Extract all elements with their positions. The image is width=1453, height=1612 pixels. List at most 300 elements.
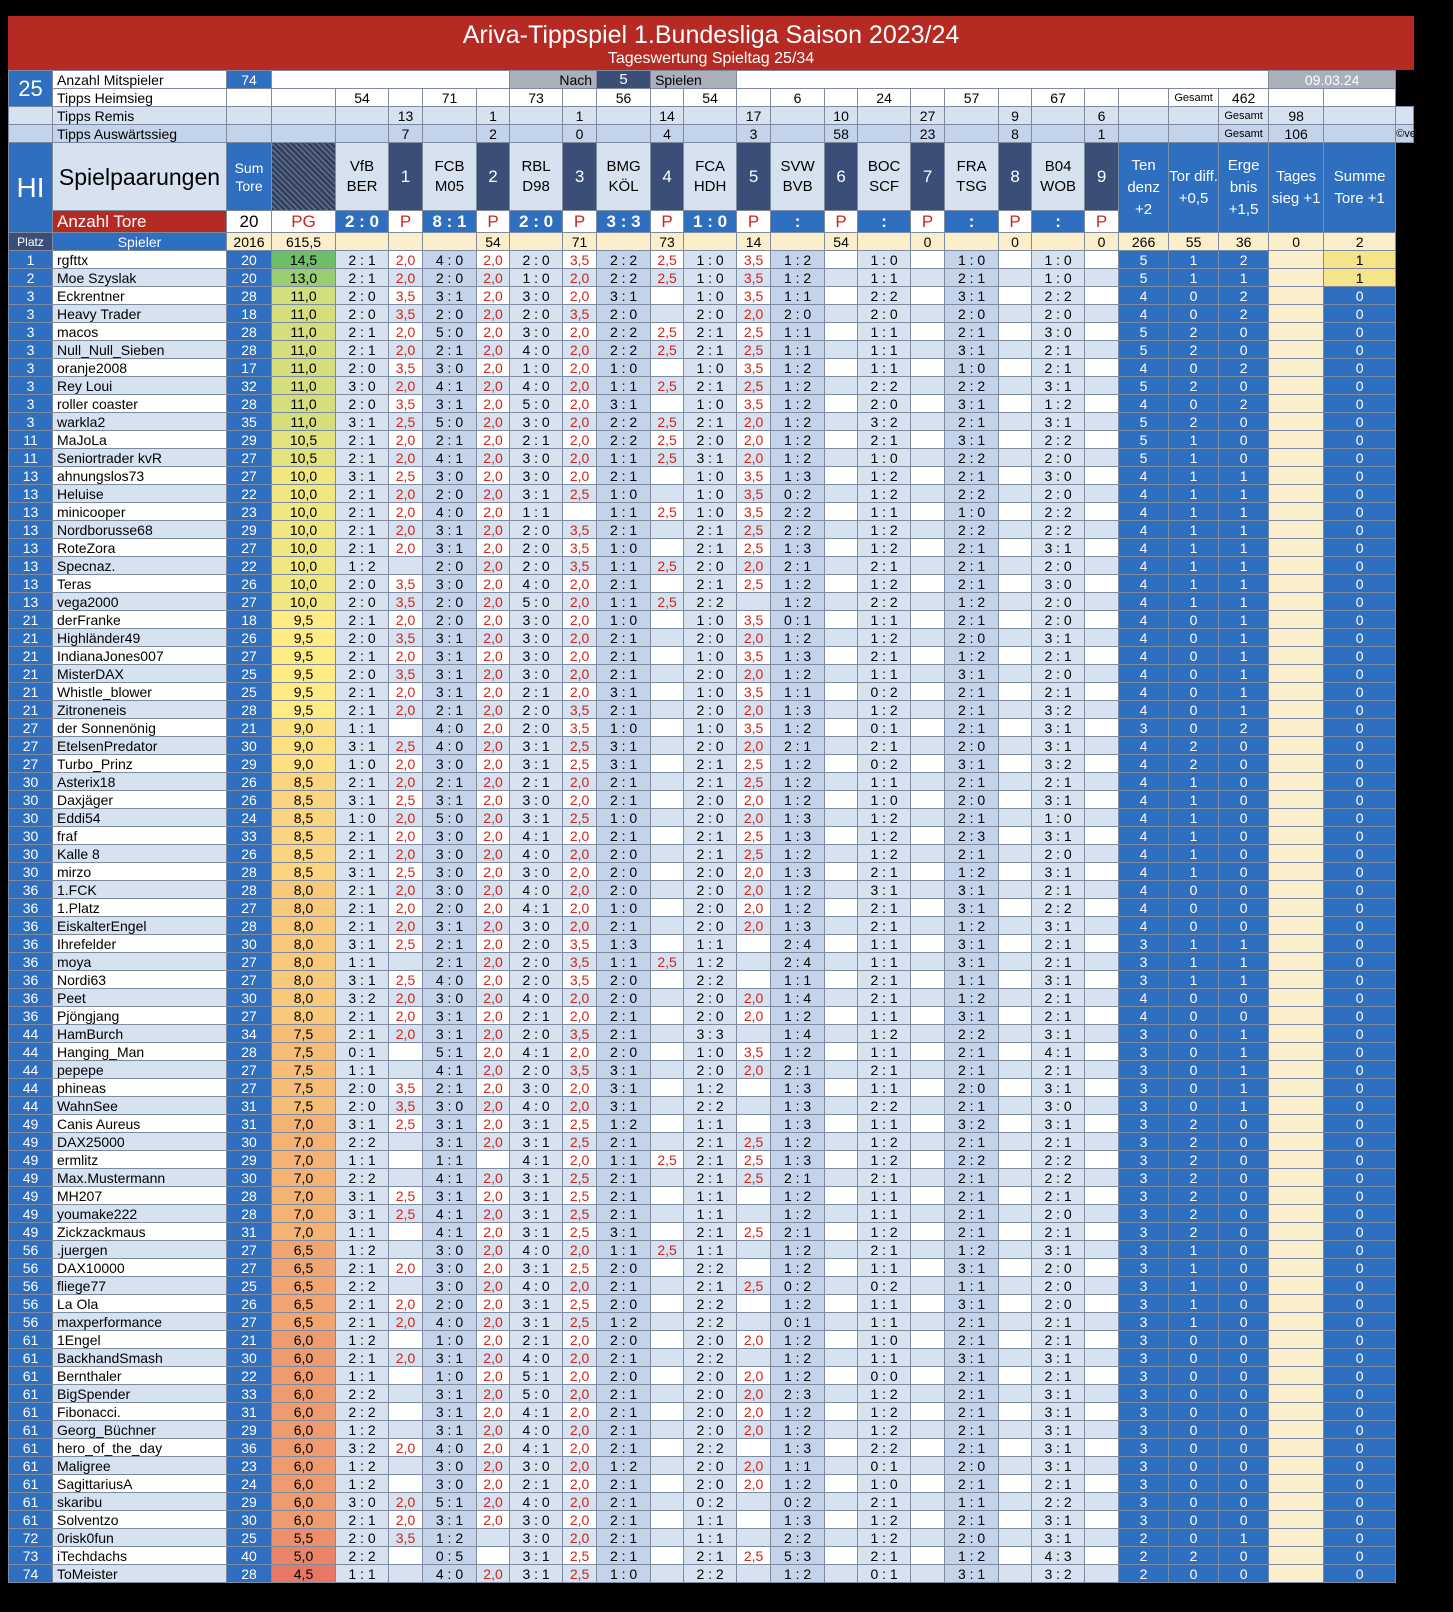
player-tip: 1 : 0 xyxy=(336,809,389,827)
player-points xyxy=(999,1061,1032,1079)
player-tordiff: 2 xyxy=(1169,1223,1219,1241)
player-tip: 3 : 1 xyxy=(597,737,651,755)
player-points: 2,0 xyxy=(477,1331,510,1349)
player-name: HamBurch xyxy=(53,1025,227,1043)
player-name: 1.Platz xyxy=(53,899,227,917)
player-tendenz: 4 xyxy=(1119,539,1169,557)
player-tip: 3 : 1 xyxy=(423,1511,477,1529)
player-rank: 49 xyxy=(9,1187,53,1205)
player-pg: 10,0 xyxy=(272,575,336,593)
player-points xyxy=(1085,611,1119,629)
match-8-number: 8 xyxy=(999,143,1032,211)
player-points: 2,0 xyxy=(477,449,510,467)
player-tip: 1 : 2 xyxy=(771,449,825,467)
player-points: 2,5 xyxy=(651,557,684,575)
player-tip: 1 : 1 xyxy=(945,1493,999,1511)
player-tordiff: 0 xyxy=(1169,701,1219,719)
player-row xyxy=(9,1115,1414,1133)
player-tip: 1 : 1 xyxy=(336,1061,389,1079)
player-points: 2,0 xyxy=(389,377,423,395)
gesamt-label: Gesamt xyxy=(1219,107,1269,125)
player-points xyxy=(1085,827,1119,845)
player-tip: 2 : 0 xyxy=(336,575,389,593)
player-pg: 7,5 xyxy=(272,1079,336,1097)
player-pg: 11,0 xyxy=(272,341,336,359)
player-points xyxy=(911,1025,945,1043)
player-tordiff: 2 xyxy=(1169,341,1219,359)
player-tendenz: 5 xyxy=(1119,431,1169,449)
tipps-auswaertssieg-row xyxy=(9,125,1414,143)
player-name: 1Engel xyxy=(53,1331,227,1349)
away-team: BER xyxy=(346,177,378,195)
player-summe-tore: 0 xyxy=(1324,1457,1396,1475)
player-tip: 1 : 2 xyxy=(771,845,825,863)
player-tendenz: 3 xyxy=(1119,1097,1169,1115)
player-points xyxy=(999,1241,1032,1259)
player-tip: 2 : 0 xyxy=(1032,485,1085,503)
player-points xyxy=(911,269,945,287)
player-pg: 9,0 xyxy=(272,737,336,755)
player-tip: 1 : 3 xyxy=(771,467,825,485)
player-name: IndianaJones007 xyxy=(53,647,227,665)
player-tip: 2 : 0 xyxy=(684,863,737,881)
player-points: 2,0 xyxy=(737,1385,771,1403)
player-tendenz: 3 xyxy=(1119,1349,1169,1367)
match-7-number: 7 xyxy=(911,143,945,211)
player-points: 2,0 xyxy=(563,1151,597,1169)
player-tagessieg xyxy=(1269,665,1324,683)
player-tip: 4 : 1 xyxy=(510,827,563,845)
player-tendenz: 2 xyxy=(1119,1565,1169,1583)
player-points xyxy=(1085,665,1119,683)
match-4-result: 3 : 3 xyxy=(597,211,651,233)
player-points xyxy=(1085,1169,1119,1187)
player-tip: 1 : 1 xyxy=(597,377,651,395)
player-ergebnis: 0 xyxy=(1219,1439,1269,1457)
player-tip: 2 : 1 xyxy=(684,521,737,539)
player-ergebnis: 1 xyxy=(1219,1529,1269,1547)
tipps-ausw-count: 4 xyxy=(651,125,684,143)
player-tip: 2 : 0 xyxy=(684,305,737,323)
match-9-teams xyxy=(1032,143,1085,211)
player-row xyxy=(9,341,1414,359)
player-tendenz: 3 xyxy=(1119,1187,1169,1205)
player-tip: 3 : 0 xyxy=(423,1241,477,1259)
player-points xyxy=(389,1421,423,1439)
player-ergebnis: 1 xyxy=(1219,593,1269,611)
player-points: 2,5 xyxy=(563,1115,597,1133)
player-tendenz: 3 xyxy=(1119,1151,1169,1169)
player-points xyxy=(1085,1529,1119,1547)
player-points xyxy=(999,449,1032,467)
played-count: 5 xyxy=(597,71,651,89)
player-tip: 1 : 1 xyxy=(510,503,563,521)
blank-cell xyxy=(1119,107,1169,125)
player-points xyxy=(1085,881,1119,899)
player-tip: 4 : 0 xyxy=(423,1439,477,1457)
player-points: 2,0 xyxy=(477,521,510,539)
player-ergebnis: 0 xyxy=(1219,1547,1269,1565)
player-points xyxy=(651,1421,684,1439)
player-tip: 0 : 1 xyxy=(858,719,911,737)
player-summe-tore: 0 xyxy=(1324,845,1396,863)
player-points: 2,0 xyxy=(737,413,771,431)
player-tip: 2 : 0 xyxy=(684,809,737,827)
match-3-result: 2 : 0 xyxy=(510,211,563,233)
player-row xyxy=(9,521,1414,539)
player-rank: 13 xyxy=(9,485,53,503)
blank-cell xyxy=(1032,125,1085,143)
player-points xyxy=(825,1259,858,1277)
player-points: 2,0 xyxy=(563,611,597,629)
player-points xyxy=(825,647,858,665)
player-row xyxy=(9,1007,1414,1025)
player-tip: 3 : 1 xyxy=(423,647,477,665)
player-pg: 10,0 xyxy=(272,539,336,557)
player-points xyxy=(999,1097,1032,1115)
player-tip: 2 : 1 xyxy=(945,1187,999,1205)
player-tip: 1 : 1 xyxy=(336,1223,389,1241)
player-tip: 1 : 2 xyxy=(771,269,825,287)
match-9-number: 9 xyxy=(1085,143,1119,211)
home-team: VfB xyxy=(349,157,375,175)
match-8-teams xyxy=(945,143,999,211)
player-tip: 1 : 0 xyxy=(858,1331,911,1349)
player-ergebnis: 0 xyxy=(1219,323,1269,341)
player-tip: 3 : 1 xyxy=(1032,377,1085,395)
tipps-heimsieg-label: Tipps Heimsieg xyxy=(53,89,227,107)
player-sum-tore: 30 xyxy=(227,989,272,1007)
player-tip: 1 : 2 xyxy=(597,1457,651,1475)
player-pg: 6,0 xyxy=(272,1421,336,1439)
blank-cell xyxy=(597,233,651,251)
player-tagessieg xyxy=(1269,827,1324,845)
player-tip: 2 : 1 xyxy=(945,1511,999,1529)
player-pg: 8,0 xyxy=(272,881,336,899)
player-tagessieg xyxy=(1269,809,1324,827)
player-tip: 1 : 3 xyxy=(771,917,825,935)
player-pg: 9,5 xyxy=(272,683,336,701)
player-tordiff: 0 xyxy=(1169,1025,1219,1043)
player-tendenz: 3 xyxy=(1119,1295,1169,1313)
player-name: Asterix18 xyxy=(53,773,227,791)
player-row xyxy=(9,719,1414,737)
player-points: 2,0 xyxy=(563,899,597,917)
player-rank: 13 xyxy=(9,521,53,539)
player-points: 2,0 xyxy=(563,1493,597,1511)
player-summe-tore: 0 xyxy=(1324,413,1396,431)
player-tip: 2 : 1 xyxy=(858,1547,911,1565)
player-tendenz: 5 xyxy=(1119,413,1169,431)
player-points xyxy=(825,1151,858,1169)
player-points xyxy=(1085,557,1119,575)
player-tendenz: 3 xyxy=(1119,1043,1169,1061)
player-tip: 1 : 2 xyxy=(771,1349,825,1367)
player-points: 2,0 xyxy=(477,413,510,431)
player-points xyxy=(1085,1277,1119,1295)
player-tip: 2 : 2 xyxy=(771,1529,825,1547)
tipps-remis-count: 13 xyxy=(389,107,423,125)
player-points xyxy=(911,989,945,1007)
player-points xyxy=(999,1187,1032,1205)
player-points xyxy=(737,1349,771,1367)
player-tip: 2 : 0 xyxy=(684,1331,737,1349)
player-points: 3,5 xyxy=(389,395,423,413)
player-tip: 2 : 0 xyxy=(684,1367,737,1385)
player-name: Heavy Trader xyxy=(53,305,227,323)
player-points: 2,0 xyxy=(389,1259,423,1277)
player-tip: 3 : 1 xyxy=(597,1097,651,1115)
player-tip: 3 : 1 xyxy=(510,1133,563,1151)
player-tagessieg xyxy=(1269,1439,1324,1457)
player-summe-tore: 0 xyxy=(1324,719,1396,737)
player-summe-tore: 0 xyxy=(1324,791,1396,809)
player-tip: 2 : 0 xyxy=(684,629,737,647)
player-sum-tore: 27 xyxy=(227,539,272,557)
player-points xyxy=(999,953,1032,971)
player-rank: 3 xyxy=(9,359,53,377)
player-points xyxy=(1085,1457,1119,1475)
player-tagessieg xyxy=(1269,1025,1324,1043)
player-tip: 2 : 0 xyxy=(597,881,651,899)
player-points xyxy=(389,1043,423,1061)
player-row xyxy=(9,899,1414,917)
player-tip: 1 : 1 xyxy=(684,935,737,953)
player-points: 2,0 xyxy=(389,881,423,899)
player-tip: 4 : 0 xyxy=(510,989,563,1007)
player-points: 2,0 xyxy=(737,863,771,881)
player-points xyxy=(999,377,1032,395)
player-pg: 6,0 xyxy=(272,1493,336,1511)
player-tordiff: 0 xyxy=(1169,989,1219,1007)
player-row xyxy=(9,863,1414,881)
player-ergebnis: 2 xyxy=(1219,305,1269,323)
player-tip: 2 : 1 xyxy=(336,539,389,557)
player-tip: 1 : 2 xyxy=(771,377,825,395)
player-tip: 3 : 1 xyxy=(1032,1439,1085,1457)
player-tip: 3 : 1 xyxy=(1032,917,1085,935)
player-sum-tore: 29 xyxy=(227,1421,272,1439)
player-points xyxy=(651,1115,684,1133)
player-sum-tore: 30 xyxy=(227,1349,272,1367)
player-tip: 3 : 1 xyxy=(510,1223,563,1241)
player-summe-tore: 0 xyxy=(1324,647,1396,665)
player-tip: 1 : 2 xyxy=(1032,395,1085,413)
player-pg: 13,0 xyxy=(272,269,336,287)
player-points xyxy=(651,863,684,881)
player-row xyxy=(9,1547,1414,1565)
player-tip: 2 : 0 xyxy=(684,701,737,719)
player-rank: 56 xyxy=(9,1241,53,1259)
player-tagessieg xyxy=(1269,1511,1324,1529)
player-points: 2,5 xyxy=(651,449,684,467)
player-tip: 3 : 1 xyxy=(858,881,911,899)
player-tagessieg xyxy=(1269,557,1324,575)
player-rank: 73 xyxy=(9,1547,53,1565)
copyright-label: ©vega2000 xyxy=(1396,125,1414,143)
match-total: 14 xyxy=(737,233,771,251)
player-points: 2,0 xyxy=(477,287,510,305)
player-points: 3,5 xyxy=(737,251,771,269)
player-points xyxy=(651,467,684,485)
player-points: 2,0 xyxy=(477,1367,510,1385)
player-tip: 3 : 1 xyxy=(423,1421,477,1439)
player-points: 2,0 xyxy=(477,1079,510,1097)
player-tagessieg xyxy=(1269,1115,1324,1133)
player-points xyxy=(911,1295,945,1313)
player-name: phineas xyxy=(53,1079,227,1097)
blank-cell xyxy=(858,233,911,251)
player-rank: 56 xyxy=(9,1259,53,1277)
player-tip: 1 : 1 xyxy=(858,1187,911,1205)
player-points xyxy=(1085,899,1119,917)
player-tip: 1 : 3 xyxy=(771,701,825,719)
player-tip: 2 : 0 xyxy=(423,557,477,575)
player-ergebnis: 0 xyxy=(1219,1331,1269,1349)
player-points xyxy=(1085,701,1119,719)
player-tip: 2 : 1 xyxy=(597,701,651,719)
player-points: 2,0 xyxy=(563,1277,597,1295)
blank-cell xyxy=(1119,125,1169,143)
player-tip: 2 : 2 xyxy=(1032,431,1085,449)
player-points: 3,5 xyxy=(737,359,771,377)
player-summe-tore: 0 xyxy=(1324,575,1396,593)
player-tip: 4 : 0 xyxy=(510,377,563,395)
player-tip: 2 : 1 xyxy=(684,377,737,395)
player-points: 2,0 xyxy=(737,1331,771,1349)
points-label: P xyxy=(825,211,858,233)
player-points xyxy=(999,1331,1032,1349)
player-tip: 3 : 1 xyxy=(1032,413,1085,431)
match-1-teams xyxy=(336,143,389,211)
player-rank: 3 xyxy=(9,305,53,323)
player-tip: 2 : 1 xyxy=(597,1403,651,1421)
player-sum-tore: 22 xyxy=(227,557,272,575)
player-tip: 1 : 2 xyxy=(858,521,911,539)
player-points xyxy=(999,1421,1032,1439)
player-sum-tore: 36 xyxy=(227,1439,272,1457)
player-tip: 2 : 1 xyxy=(945,1313,999,1331)
player-points: 2,0 xyxy=(389,431,423,449)
player-tip: 3 : 0 xyxy=(423,359,477,377)
player-tordiff: 2 xyxy=(1169,413,1219,431)
player-points xyxy=(999,881,1032,899)
player-row xyxy=(9,323,1414,341)
player-points xyxy=(825,1403,858,1421)
player-pg: 10,0 xyxy=(272,557,336,575)
player-points: 2,0 xyxy=(477,1187,510,1205)
player-ergebnis: 0 xyxy=(1219,341,1269,359)
player-rank: 2 xyxy=(9,269,53,287)
player-points xyxy=(911,629,945,647)
player-tip: 1 : 1 xyxy=(858,323,911,341)
player-name: iTechdachs xyxy=(53,1547,227,1565)
player-tip: 3 : 1 xyxy=(1032,629,1085,647)
player-tip: 2 : 1 xyxy=(336,881,389,899)
gesamt-label: Gesamt xyxy=(1219,125,1269,143)
player-ergebnis: 1 xyxy=(1219,485,1269,503)
player-tip: 1 : 1 xyxy=(684,1115,737,1133)
player-tip: 1 : 0 xyxy=(597,809,651,827)
player-points xyxy=(737,971,771,989)
player-tagessieg xyxy=(1269,1331,1324,1349)
player-tip: 2 : 1 xyxy=(684,341,737,359)
player-points: 2,0 xyxy=(477,971,510,989)
player-tip: 3 : 0 xyxy=(510,1079,563,1097)
player-tip: 3 : 1 xyxy=(597,1223,651,1241)
player-row xyxy=(9,1439,1414,1457)
player-tip: 3 : 1 xyxy=(423,1403,477,1421)
player-points xyxy=(999,359,1032,377)
player-summe-tore: 0 xyxy=(1324,1547,1396,1565)
player-points xyxy=(911,395,945,413)
player-tip: 2 : 1 xyxy=(1032,1367,1085,1385)
player-points: 2,5 xyxy=(563,1295,597,1313)
player-summe-tore: 0 xyxy=(1324,1043,1396,1061)
player-tip: 3 : 0 xyxy=(423,1259,477,1277)
player-rank: 13 xyxy=(9,575,53,593)
player-tagessieg xyxy=(1269,845,1324,863)
player-row xyxy=(9,845,1414,863)
player-points xyxy=(651,1475,684,1493)
player-summe-tore: 0 xyxy=(1324,989,1396,1007)
player-ergebnis: 1 xyxy=(1219,557,1269,575)
player-tip: 2 : 1 xyxy=(597,629,651,647)
match-3-teams xyxy=(510,143,563,211)
player-tip: 2 : 0 xyxy=(510,1061,563,1079)
player-tip: 2 : 0 xyxy=(336,305,389,323)
player-name: MaJoLa xyxy=(53,431,227,449)
player-points xyxy=(389,719,423,737)
player-tendenz: 4 xyxy=(1119,899,1169,917)
player-points: 2,5 xyxy=(737,341,771,359)
player-tip: 2 : 1 xyxy=(336,845,389,863)
player-tip: 1 : 2 xyxy=(858,1421,911,1439)
player-row xyxy=(9,1313,1414,1331)
player-tip: 3 : 1 xyxy=(1032,539,1085,557)
player-tip: 2 : 0 xyxy=(684,1403,737,1421)
blank-cell xyxy=(597,125,651,143)
anzahl-tore-value: 20 xyxy=(227,211,272,233)
player-tendenz: 4 xyxy=(1119,503,1169,521)
player-sum-tore: 30 xyxy=(227,1133,272,1151)
player-tip: 2 : 2 xyxy=(336,1403,389,1421)
blank-cell xyxy=(336,233,389,251)
player-row xyxy=(9,467,1414,485)
player-tagessieg xyxy=(1269,305,1324,323)
player-points xyxy=(825,593,858,611)
player-tip: 2 : 1 xyxy=(423,935,477,953)
player-points xyxy=(825,1043,858,1061)
player-points xyxy=(999,773,1032,791)
player-tagessieg xyxy=(1269,1223,1324,1241)
player-tip: 1 : 0 xyxy=(1032,809,1085,827)
player-tip: 2 : 1 xyxy=(336,449,389,467)
player-points xyxy=(825,881,858,899)
player-points: 2,5 xyxy=(563,1133,597,1151)
player-sum-tore: 40 xyxy=(227,1547,272,1565)
player-points xyxy=(651,1457,684,1475)
player-points: 3,5 xyxy=(389,665,423,683)
player-points xyxy=(1085,809,1119,827)
player-points xyxy=(737,1295,771,1313)
player-tip: 2 : 1 xyxy=(597,773,651,791)
player-tip: 1 : 2 xyxy=(858,1529,911,1547)
player-tip: 2 : 1 xyxy=(597,647,651,665)
player-name: Solventzo xyxy=(53,1511,227,1529)
player-tip: 1 : 0 xyxy=(684,485,737,503)
player-tip: 2 : 1 xyxy=(597,521,651,539)
